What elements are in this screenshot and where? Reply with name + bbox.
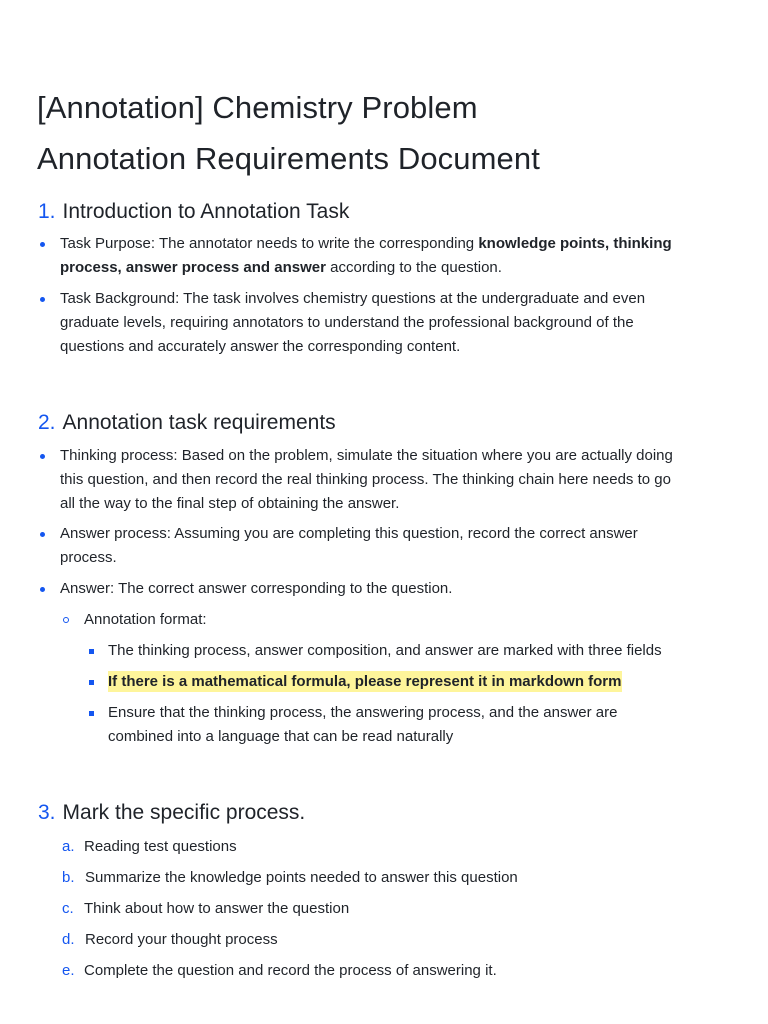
list-item-task-purpose — [60, 232, 672, 280]
section-heading-3 — [38, 799, 305, 827]
bullet-dot — [40, 297, 45, 302]
bold-text: process, answer process and answer — [60, 259, 326, 276]
text-line: Task Background: The task involves chemistry questions at the undergraduate and even — [60, 290, 646, 307]
list-item-answer — [60, 577, 452, 601]
bullet-dot — [40, 454, 45, 459]
step-item: Summarize the knowledge points needed to answer this question — [85, 869, 518, 886]
text-line: graduate levels, requiring annotators to understand the professional background of the — [60, 314, 634, 331]
bullet-square — [89, 680, 94, 685]
text-line: Answer process: Assuming you are completing this question, record the correct answer — [60, 525, 638, 542]
sub-sub-item-natural-language — [108, 701, 617, 749]
text-line: this question, and then record the real thinking process. The thinking chain here needs to go — [60, 471, 671, 488]
bullet-square — [89, 711, 94, 716]
section-heading-1 — [38, 198, 349, 226]
bullet-dot — [40, 242, 45, 247]
list-item-answer-process — [60, 522, 638, 570]
text-line: questions and accurately answer the corresponding content. — [60, 338, 461, 355]
step-marker: a. — [62, 838, 75, 855]
text-line: The thinking process, answer composition, and answer are marked with three fields — [108, 642, 662, 659]
text-line: process. — [60, 549, 117, 566]
bullet-dot — [40, 587, 45, 592]
text-line: combined into a language that can be read naturally — [108, 728, 454, 745]
section-heading-text: Mark the specific process. — [62, 801, 306, 824]
section-number: 1. — [38, 200, 56, 223]
step-item: Record your thought process — [85, 931, 278, 948]
text-run: according to the question. — [325, 259, 502, 276]
section-heading-text: Introduction to Annotation Task — [62, 200, 350, 223]
text-line: Thinking process: Based on the problem, simulate the situation where you are actually doing — [60, 447, 673, 464]
text-run: Task Purpose: The annotator needs to write the corresponding — [60, 235, 479, 252]
text-line: all the way to the final step of obtaining the answer. — [60, 495, 400, 512]
sub-sub-item-formula — [108, 670, 622, 694]
page-title — [37, 82, 737, 184]
bullet-square — [89, 649, 94, 654]
step-item: Reading test questions — [84, 838, 237, 855]
step-marker: d. — [62, 931, 75, 948]
sub-sub-item-fields — [108, 639, 662, 663]
list-item-task-background — [60, 287, 645, 359]
highlighted-text: If there is a mathematical formula, please represent it in markdown form — [108, 673, 622, 690]
step-marker: b. — [62, 869, 75, 886]
bullet-circle — [63, 617, 69, 623]
sub-item-annotation-format — [84, 608, 207, 632]
section-heading-2 — [38, 409, 336, 437]
text-line: Answer: The correct answer corresponding to the question. — [60, 580, 453, 597]
title-line-1: [Annotation] Chemistry Problem — [37, 90, 478, 125]
section-number: 2. — [38, 411, 56, 434]
step-item: Complete the question and record the process of answering it. — [84, 962, 497, 979]
step-marker: e. — [62, 962, 75, 979]
bullet-dot — [40, 532, 45, 537]
step-marker: c. — [62, 900, 74, 917]
title-line-2: Annotation Requirements Document — [37, 141, 540, 176]
step-item: Think about how to answer the question — [84, 900, 350, 917]
section-number: 3. — [38, 801, 56, 824]
section-heading-text: Annotation task requirements — [62, 411, 336, 434]
text-line: Annotation format: — [84, 611, 207, 628]
list-item-thinking-process — [60, 444, 673, 516]
bold-text: knowledge points, thinking — [478, 235, 672, 252]
text-line: Ensure that the thinking process, the answering process, and the answer are — [108, 704, 618, 721]
